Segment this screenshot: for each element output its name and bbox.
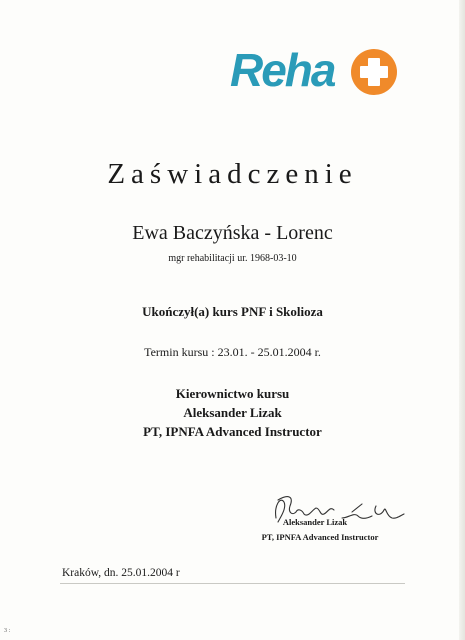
recipient-name: Ewa Baczyńska - Lorenc xyxy=(132,222,333,244)
course-term: Termin kursu : 23.01. - 25.01.2004 r. xyxy=(144,345,321,359)
certificate-title: Zaświadczenie xyxy=(107,158,358,190)
page-edge xyxy=(459,0,465,640)
svg-text:Reha: Reha xyxy=(230,44,335,96)
management-name: Aleksander Lizak xyxy=(183,405,282,420)
signature-title: PT, IPNFA Advanced Instructor xyxy=(261,532,379,542)
course-name: Ukończył(a) kurs PNF i Skolioza xyxy=(142,304,323,319)
recipient-degree: mgr rehabilitacji ur. 1968-03-10 xyxy=(168,253,297,264)
signature-name: Aleksander Lizak xyxy=(282,517,348,527)
management-title: PT, IPNFA Advanced Instructor xyxy=(143,424,322,439)
course-management xyxy=(0,384,465,441)
management-heading: Kierownictwo kursu xyxy=(175,386,290,401)
bottom-divider xyxy=(60,583,405,584)
reha-plus-logo xyxy=(228,42,408,100)
corner-mark: 3 : xyxy=(4,628,11,634)
place-and-date: Kraków, dn. 25.01.2004 r xyxy=(62,567,180,579)
